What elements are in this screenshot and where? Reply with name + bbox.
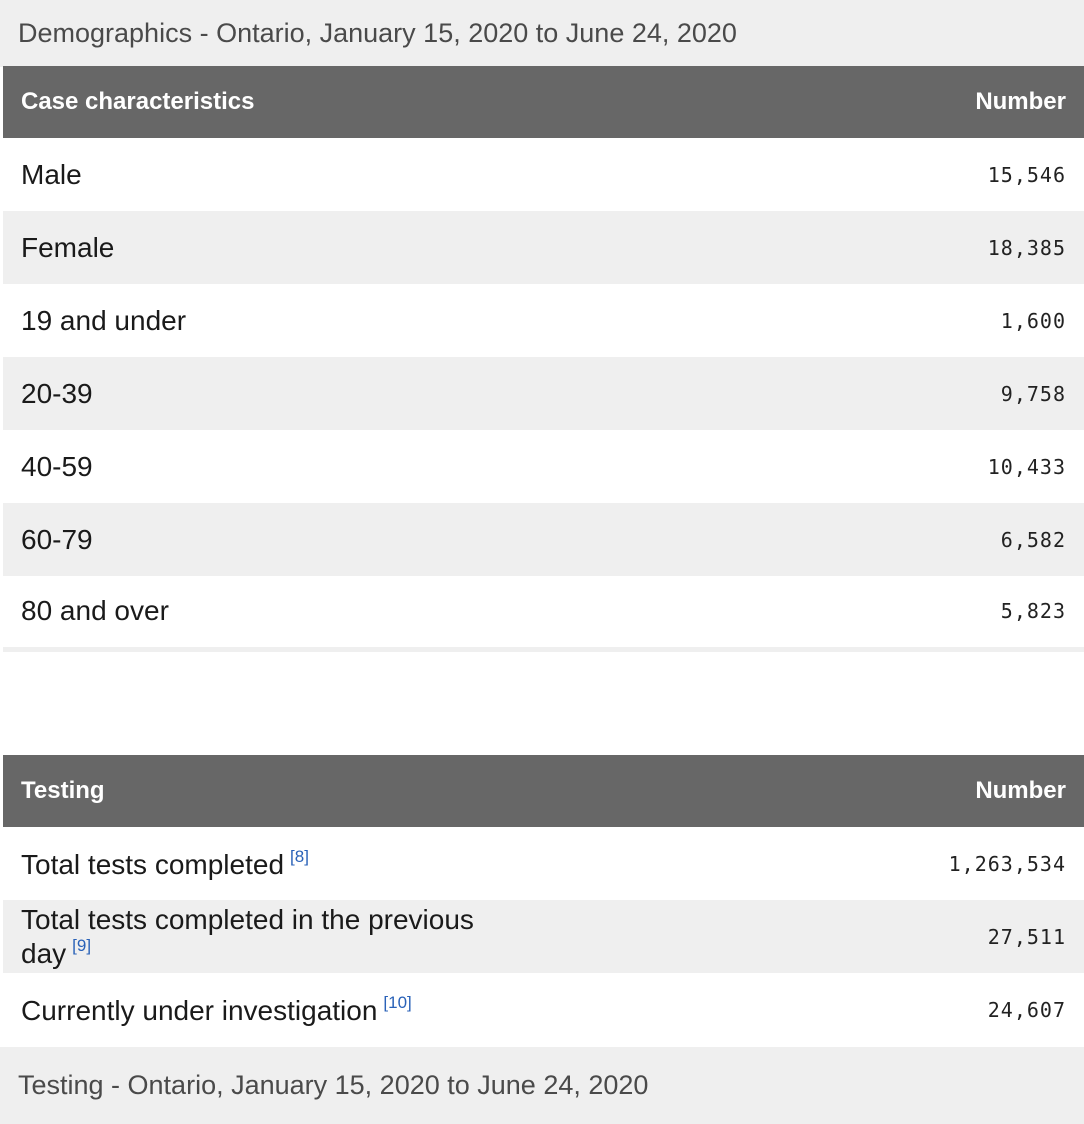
- table-row: [3, 900, 1084, 973]
- table-row: [3, 211, 1084, 284]
- row-label-cell: [3, 827, 544, 900]
- row-label: 19 and under: [3, 284, 544, 357]
- column-header-case-characteristics: Case characteristics: [3, 66, 544, 138]
- row-value: 1,263,534: [544, 827, 1084, 900]
- reference-link-9[interactable]: [9]: [72, 935, 92, 955]
- row-label: Female: [3, 211, 544, 284]
- row-label: 60-79: [3, 503, 544, 576]
- row-value: 1,600: [544, 284, 1084, 357]
- column-header-number: Number: [544, 755, 1084, 827]
- row-value: 27,511: [544, 900, 1084, 973]
- row-value: 6,582: [544, 503, 1084, 576]
- row-label: Total tests completed in the previous day: [21, 903, 474, 969]
- testing-table: [3, 755, 1084, 1046]
- table-row: [3, 576, 1084, 649]
- row-label: 80 and over: [3, 576, 544, 649]
- column-header-testing: Testing: [3, 755, 544, 827]
- table-row: [3, 827, 1084, 900]
- row-value: 5,823: [544, 576, 1084, 649]
- table-row: [3, 430, 1084, 503]
- row-label-cell: [3, 973, 544, 1046]
- reference-link-8[interactable]: [8]: [290, 846, 309, 866]
- row-label: Currently under investigation: [21, 994, 378, 1026]
- row-label-cell: [3, 900, 544, 973]
- row-value: 18,385: [544, 211, 1084, 284]
- table-row: [3, 138, 1084, 211]
- table-header-row: [3, 66, 1084, 138]
- row-label: Male: [3, 138, 544, 211]
- reference-link-10[interactable]: [10]: [383, 992, 412, 1012]
- table-header-row: [3, 755, 1084, 827]
- table-row: [3, 503, 1084, 576]
- row-label: 20-39: [3, 357, 544, 430]
- testing-caption: Testing - Ontario, January 15, 2020 to June 24, 2020: [0, 1047, 1084, 1124]
- table-row: [3, 357, 1084, 430]
- row-value: 15,546: [544, 138, 1084, 211]
- demographics-caption: Demographics - Ontario, January 15, 2020 to June 24, 2020: [0, 0, 1084, 67]
- table-row: [3, 973, 1084, 1046]
- column-header-number: Number: [544, 66, 1084, 138]
- row-value: 10,433: [544, 430, 1084, 503]
- row-label: 40-59: [3, 430, 544, 503]
- row-value: 24,607: [544, 973, 1084, 1046]
- table-row: [3, 284, 1084, 357]
- row-value: 9,758: [544, 357, 1084, 430]
- demographics-table: [3, 66, 1084, 652]
- row-label: Total tests completed: [21, 848, 285, 880]
